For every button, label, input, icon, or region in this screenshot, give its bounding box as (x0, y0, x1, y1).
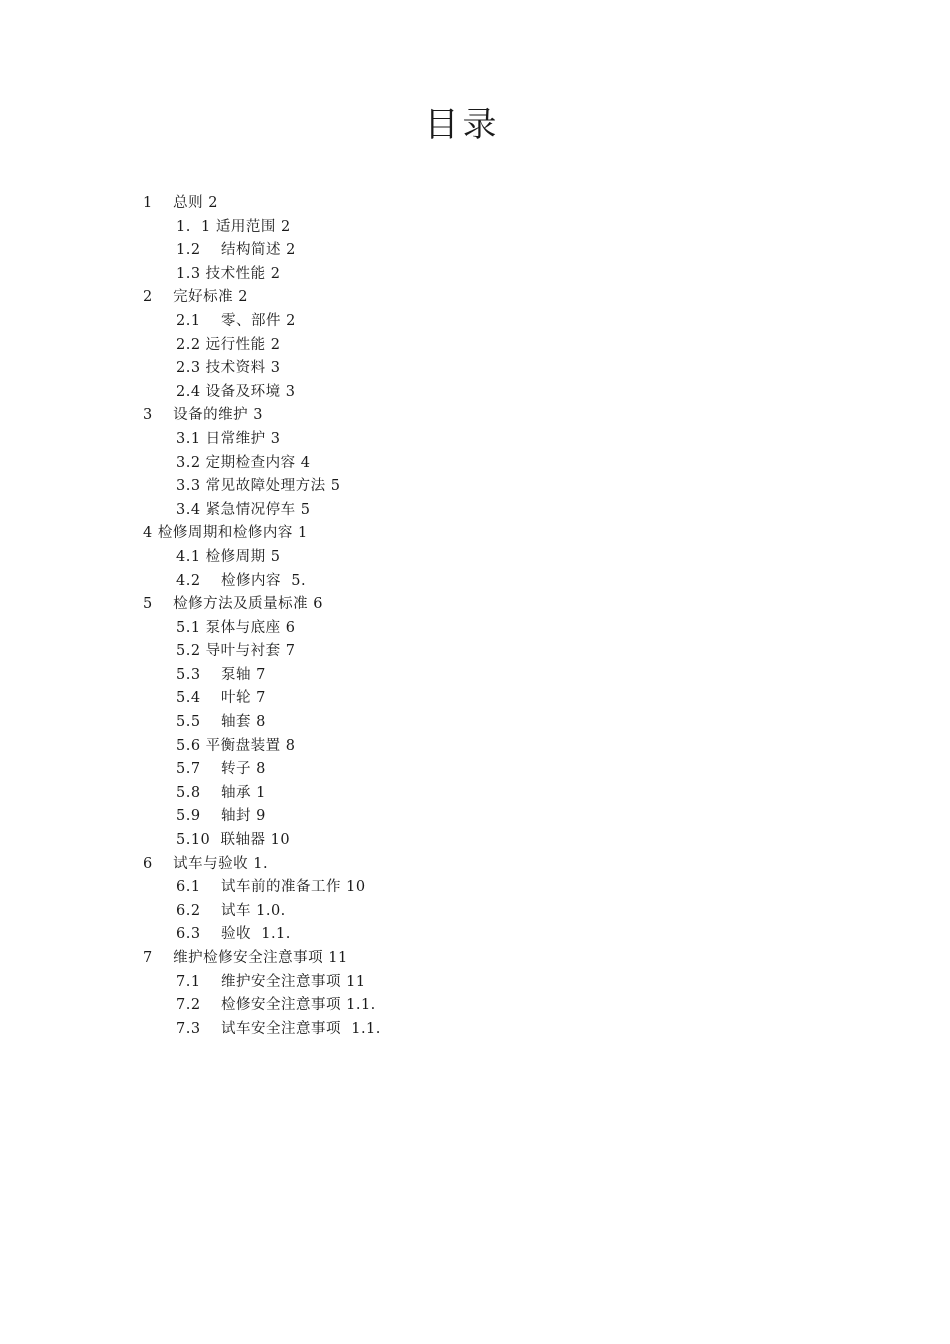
toc-section[interactable]: 7.3 试车安全注意事项 1.1. (176, 1020, 381, 1037)
toc-chapter[interactable]: 7 维护检修安全注意事项 11 (143, 950, 348, 966)
toc-section[interactable]: 5.7 转子 8 (176, 761, 266, 778)
toc-section[interactable]: 3.2 定期检查内容 4 (176, 454, 311, 471)
toc-section[interactable]: 3.3 常见故障处理方法 5 (176, 478, 341, 495)
toc-section[interactable]: 6.2 试车 1.0. (176, 902, 286, 919)
toc-chapter[interactable]: 4 检修周期和检修内容 1 (143, 525, 308, 542)
toc-section[interactable]: 2.2 远行性能 2 (176, 336, 281, 353)
toc-section[interactable]: 6.3 验收 1.1. (176, 926, 291, 943)
toc-section[interactable]: 3.4 紧急情况停车 5 (176, 501, 311, 518)
toc-section[interactable]: 5.1 泵体与底座 6 (176, 619, 296, 636)
table-of-contents (143, 192, 843, 1041)
toc-section[interactable]: 4.1 检修周期 5 (176, 548, 281, 565)
toc-section[interactable]: 4.2 检修内容 5. (176, 572, 307, 589)
toc-chapter[interactable]: 5 检修方法及质量标准 6 (143, 596, 323, 613)
toc-chapter[interactable]: 1 总则 2 (143, 195, 218, 211)
toc-section[interactable]: 2.3 技术资料 3 (176, 360, 281, 377)
toc-section[interactable]: 5.8 轴承 1 (176, 784, 266, 801)
toc-section[interactable]: 5.10 联轴器 10 (176, 832, 291, 849)
toc-section[interactable]: 7.1 维护安全注意事项 11 (176, 973, 366, 990)
toc-section[interactable]: 7.2 检修安全注意事项 1.1. (176, 997, 376, 1014)
toc-chapter[interactable]: 3 设备的维护 3 (143, 407, 263, 424)
toc-section[interactable]: 1.2 结构简述 2 (176, 242, 296, 259)
toc-section[interactable]: 1.3 技术性能 2 (176, 265, 281, 282)
toc-section[interactable]: 5.6 平衡盘装置 8 (176, 737, 296, 754)
toc-section[interactable]: 5.9 轴封 9 (176, 808, 266, 825)
toc-section[interactable]: 1. 1 适用范围 2 (176, 218, 291, 235)
toc-section[interactable]: 2.4 设备及环境 3 (176, 383, 296, 400)
toc-chapter[interactable]: 2 完好标准 2 (143, 289, 248, 306)
toc-section[interactable]: 5.2 导叶与衬套 7 (176, 643, 296, 660)
toc-chapter[interactable]: 6 试车与验收 1. (143, 855, 269, 872)
toc-section[interactable]: 3.1 日常维护 3 (176, 430, 281, 447)
toc-section[interactable]: 5.4 叶轮 7 (176, 690, 266, 707)
toc-section[interactable]: 6.1 试车前的准备工作 10 (176, 879, 366, 896)
toc-section[interactable]: 5.3 泵轴 7 (176, 666, 266, 683)
page-title: 目录 (424, 105, 501, 145)
toc-section[interactable]: 2.1 零、部件 2 (176, 312, 296, 329)
toc-section[interactable]: 5.5 轴套 8 (176, 714, 266, 731)
